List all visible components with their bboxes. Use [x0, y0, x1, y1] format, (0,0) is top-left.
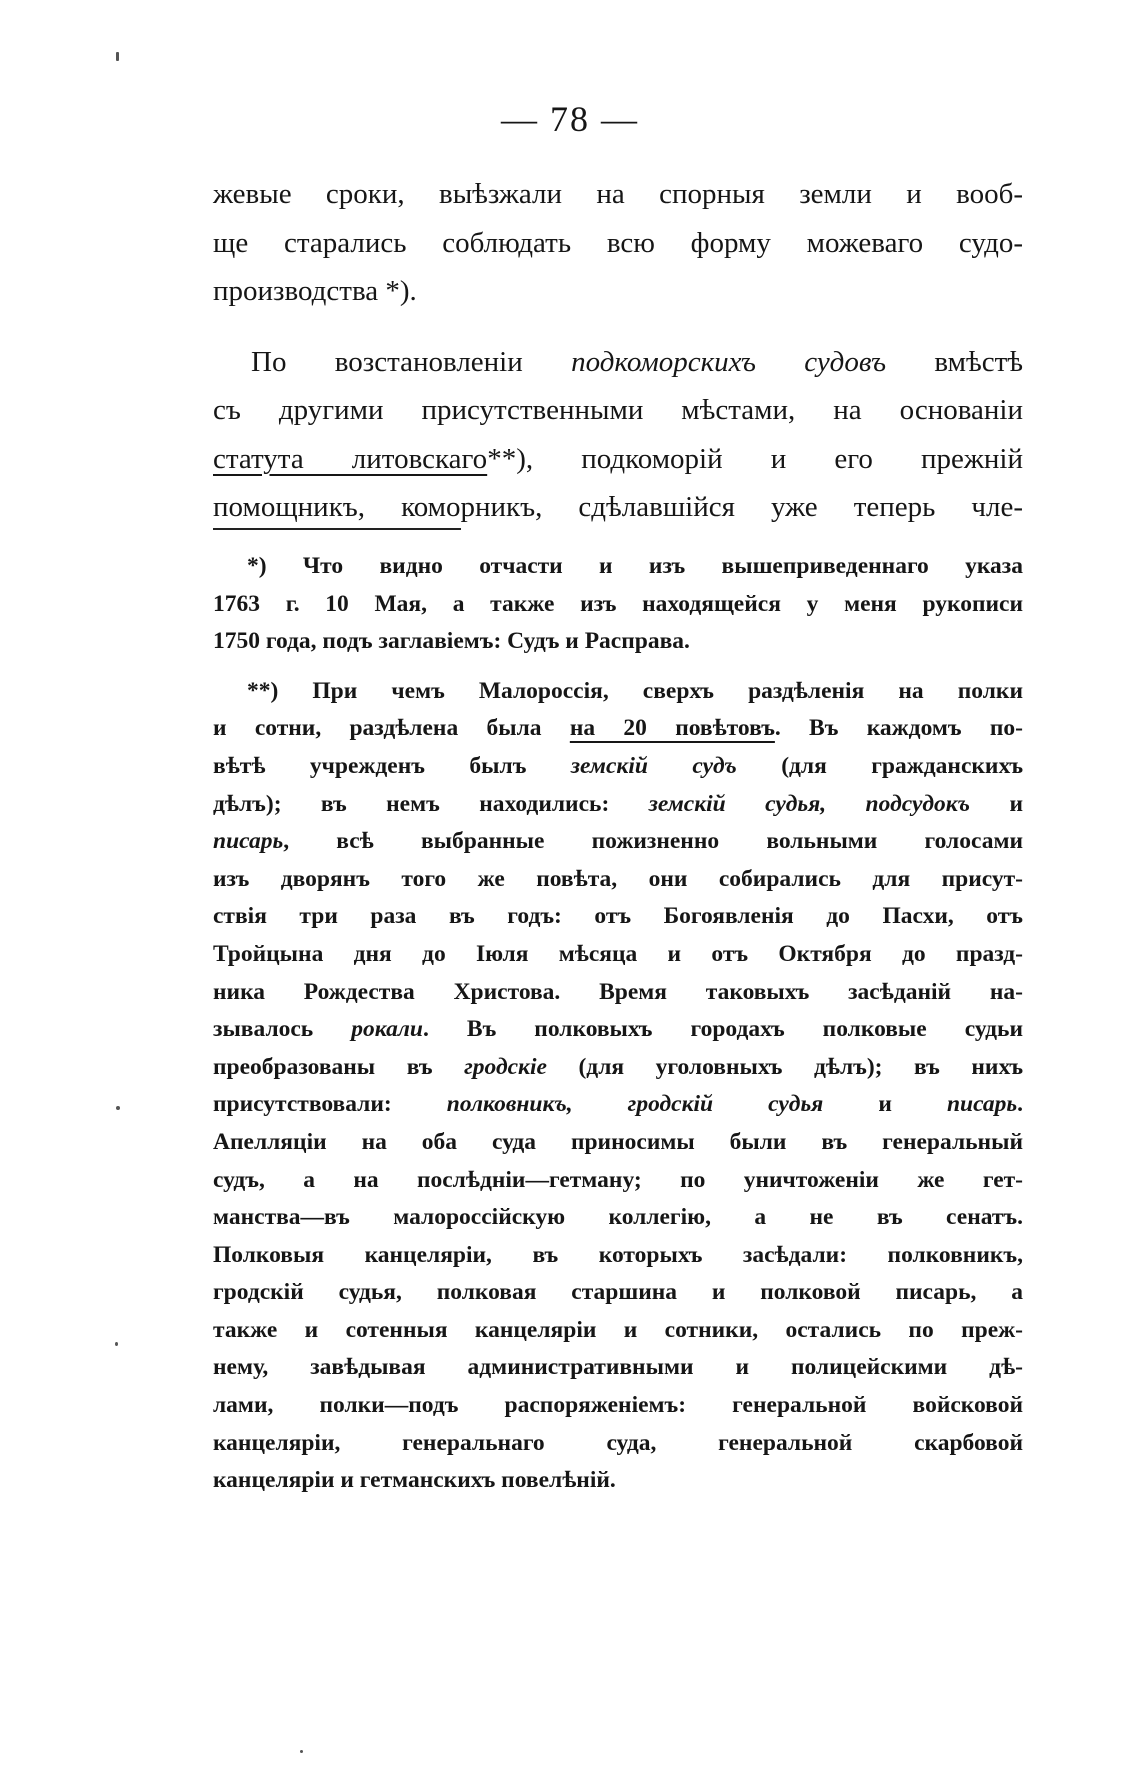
footnote-2: **) При чемъ Малороссія, сверхъ раздѣленія на полки и сотни, раздѣлена была на 20 повѣтовъ. Въ каждомъ по- вѣтѣ учрежденъ былъ земскій судъ (для гражданскихъ дѣлъ); въ немъ находились: земскій судья, подсудокъ и писарь, всѣ выбранные пожизненно вольными голосами изъ дворянъ того же повѣта, они собирались для присут- ствія три раза въ годъ: отъ Богоявленія до Пасхи, отъ Тройцына дня до Іюля мѣсяца и отъ Октября до празд- ника Рождества Христова. Время таковыхъ засѣданій на- зывалось рокали. Въ полковыхъ городахъ полковые судьи преобразованы въ гродскіе (для уголовныхъ дѣлъ); въ нихъ присутствовали: полковникъ, гродскій судья и писарь. Апелляціи на оба суда приносимы были въ генеральный судъ, а на послѣдніи—гетману; по уничтоженіи же гет- манства—въ малороссійскую коллегію, а не въ сенатъ. Полковыя канцеляріи, въ которыхъ засѣдали: полковникъ, гродскій судья, полковая старшина и полковой писарь, а также и сотенныя канцеляріи и сотники, остались по преж- нему, завѣдывая административными и полицейскими дѣ- лами, полки—подъ распоряженіемъ: генеральной войсковой канцеляріи, генеральнаго суда, генеральной скарбовой канцеляріи и гетманскихъ повелѣній. [213, 677, 1024, 1494]
text-line: жевые сроки, выѣзжали на спорныя земли и вооб- [213, 178, 1023, 210]
footnotes [213, 548, 1023, 1500]
scan-speck [116, 1106, 120, 1110]
scan-speck [116, 52, 119, 61]
underlined-phrase: статута литовскаго [213, 442, 488, 475]
scan-speck [300, 1750, 303, 1753]
underlined-phrase: на 20 повѣтовъ [569, 715, 775, 742]
text-line: помощникъ, коморникъ, сдѣлавшійся уже теперь чле- [213, 491, 1023, 523]
page-number: — 78 — [501, 99, 639, 139]
footnote-rule [213, 528, 461, 530]
text-line: производства *). [213, 275, 417, 307]
scan-speck [115, 1342, 118, 1346]
main-text [213, 170, 1023, 532]
text-line: По возстановленіи подкоморскихъ судовъ вмѣстѣ [251, 345, 1024, 378]
italic-phrase: подкоморскихъ судовъ [571, 345, 887, 378]
footnote-1: *) Что видно отчасти и изъ вышеприведеннаго указа 1763 г. 10 Мая, а также изъ находящейся у меня рукописи 1750 года, подъ заглавіемъ: Судъ и Расправа. [213, 553, 1023, 655]
text-line: съ другими присутственными мѣстами, на основаніи [213, 394, 1023, 426]
text-line: ще старались соблюдать всю форму можеваго судо- [213, 226, 1023, 259]
text-line: статута литовскаго**), подкоморій и его прежній [213, 442, 1023, 475]
